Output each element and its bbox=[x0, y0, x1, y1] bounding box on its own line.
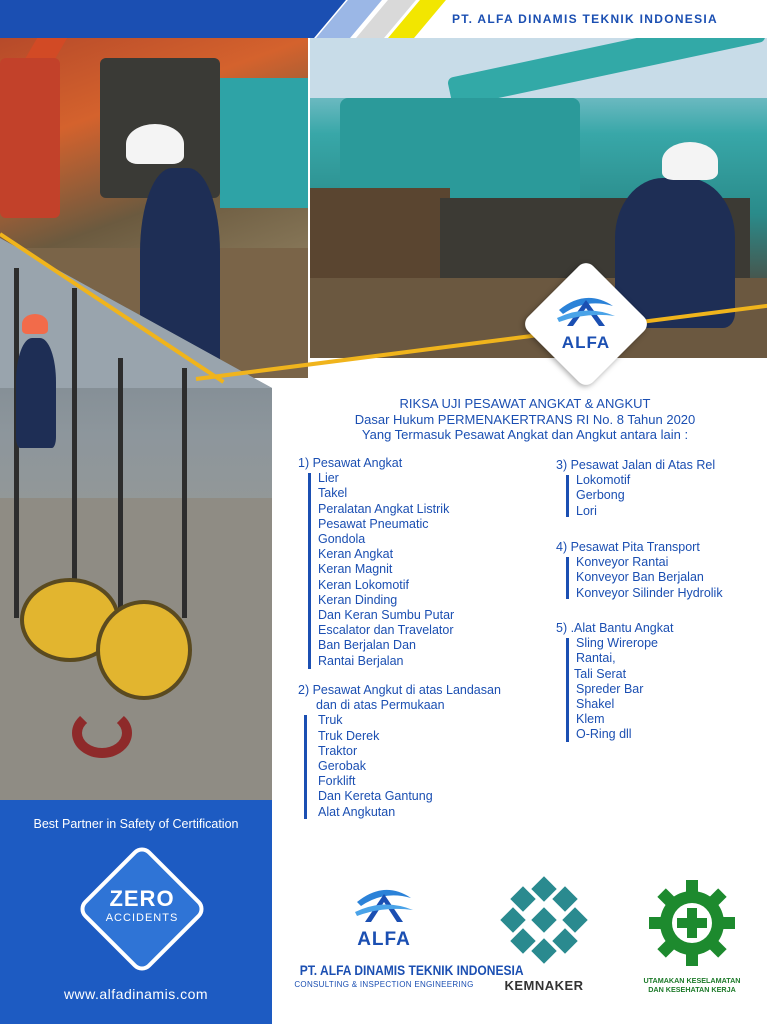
kemnaker-logo-icon bbox=[500, 876, 588, 964]
group-items bbox=[316, 713, 501, 819]
list-item: Konveyor Ban Berjalan bbox=[576, 570, 704, 585]
list-item: Sling Wirerope bbox=[576, 636, 658, 651]
k3-slogan-line2: DAN KESEHATAN KERJA bbox=[648, 985, 736, 994]
heading-legal-basis: Dasar Hukum PERMENAKERTRANS RI No. 8 Tahun 2020 bbox=[354, 411, 696, 427]
group-bar bbox=[566, 475, 569, 517]
group-items bbox=[574, 555, 723, 601]
k3-safety-gear-icon bbox=[647, 878, 737, 968]
group-pesawat-angkat bbox=[298, 456, 454, 669]
list-item: Lokomotif bbox=[576, 473, 631, 488]
group-title: 5) .Alat Bantu Angkat bbox=[556, 621, 674, 635]
group-title-line2: dan di atas Permukaan bbox=[316, 698, 445, 713]
group-items bbox=[574, 636, 673, 742]
list-item: Keran Lokomotif bbox=[318, 577, 410, 592]
list-item: Pesawat Pneumatic bbox=[318, 516, 429, 531]
list-item: Keran Angkat bbox=[318, 547, 394, 562]
list-item: Gerobak bbox=[318, 759, 366, 774]
alfa-swoosh-icon bbox=[553, 292, 619, 328]
group-bar bbox=[304, 715, 307, 819]
heading-block bbox=[290, 396, 760, 443]
bottom-alfa-logo bbox=[346, 884, 422, 951]
heading-title: RIKSA UJI PESAWAT ANGKAT & ANGKUT bbox=[399, 396, 651, 411]
alfa-swoosh-icon bbox=[351, 884, 417, 924]
list-item: Klem bbox=[576, 712, 605, 727]
alfa-logo bbox=[548, 292, 624, 358]
group-bar bbox=[566, 557, 569, 599]
list-item: Keran Dinding bbox=[318, 592, 398, 607]
list-item: Traktor bbox=[318, 743, 358, 758]
website-link[interactable]: www.alfadinamis.com bbox=[63, 986, 209, 1002]
list-item: Escalator dan Travelator bbox=[318, 623, 454, 638]
list-item: O-Ring dll bbox=[576, 727, 632, 742]
list-item: Gondola bbox=[318, 532, 366, 547]
heading-intro: Yang Termasuk Pesawat Angkat dan Angkut antara lain : bbox=[361, 427, 689, 442]
group-items bbox=[574, 473, 715, 519]
list-item: Alat Angkutan bbox=[318, 804, 396, 819]
header-company-name: PT. ALFA DINAMIS TEKNIK INDONESIA bbox=[452, 12, 719, 26]
group-pesawat-pita-transport bbox=[556, 540, 723, 601]
k3-slogan bbox=[626, 976, 758, 994]
list-item: Keran Magnit bbox=[318, 562, 393, 577]
group-pesawat-jalan-rel bbox=[556, 458, 715, 519]
bottom-alfa-text: ALFA bbox=[357, 929, 411, 950]
header-bar bbox=[0, 0, 767, 38]
header-stripe-blue bbox=[0, 0, 346, 38]
list-item: Tali Serat bbox=[574, 666, 627, 681]
list-item: Truk Derek bbox=[318, 728, 380, 743]
zero-text-big: ZERO bbox=[109, 886, 175, 911]
bottom-company-name: PT. ALFA DINAMIS TEKNIK INDONESIA bbox=[299, 962, 524, 978]
list-item: Rantai Berjalan bbox=[318, 653, 404, 668]
group-title: 2) Pesawat Angkut di atas Landasan bbox=[298, 683, 501, 697]
group-title: 1) Pesawat Angkat bbox=[298, 456, 403, 470]
group-alat-bantu-angkat bbox=[556, 621, 673, 743]
list-item: Gerbong bbox=[576, 488, 625, 503]
list-item: Shakel bbox=[576, 697, 615, 712]
list-item: Dan Keran Sumbu Putar bbox=[318, 608, 455, 623]
zero-text-small: ACCIDENTS bbox=[105, 912, 179, 924]
group-bar bbox=[308, 473, 311, 669]
list-item: Takel bbox=[318, 486, 348, 501]
group-title: 4) Pesawat Pita Transport bbox=[556, 540, 700, 554]
zero-accidents-text bbox=[92, 886, 192, 924]
group-title: 3) Pesawat Jalan di Atas Rel bbox=[556, 458, 716, 472]
tagline: Best Partner in Safety of Certification bbox=[33, 817, 239, 831]
list-item: Lori bbox=[576, 503, 597, 518]
bottom-company-sub: CONSULTING & INSPECTION ENGINEERING bbox=[294, 980, 474, 989]
list-item: Konveyor Silinder Hydrolik bbox=[576, 585, 723, 600]
list-item: Dan Kereta Gantung bbox=[318, 789, 433, 804]
list-item: Forklift bbox=[318, 774, 356, 789]
list-item: Ban Berjalan Dan bbox=[318, 638, 416, 653]
list-item: Konveyor Rantai bbox=[576, 555, 669, 570]
list-item: Spreder Bar bbox=[576, 681, 644, 696]
group-bar bbox=[566, 638, 569, 742]
kemnaker-text: KEMNAKER bbox=[504, 978, 584, 993]
group-pesawat-angkut bbox=[298, 683, 501, 820]
group-items bbox=[316, 471, 454, 669]
list-item: Rantai, bbox=[576, 651, 616, 666]
list-item: Peralatan Angkat Listrik bbox=[318, 501, 450, 516]
alfa-logo-text: ALFA bbox=[561, 333, 611, 352]
list-item: Truk bbox=[318, 713, 343, 728]
list-item: Lier bbox=[318, 471, 339, 486]
k3-slogan-line1: UTAMAKAN KESELAMATAN bbox=[643, 976, 741, 985]
